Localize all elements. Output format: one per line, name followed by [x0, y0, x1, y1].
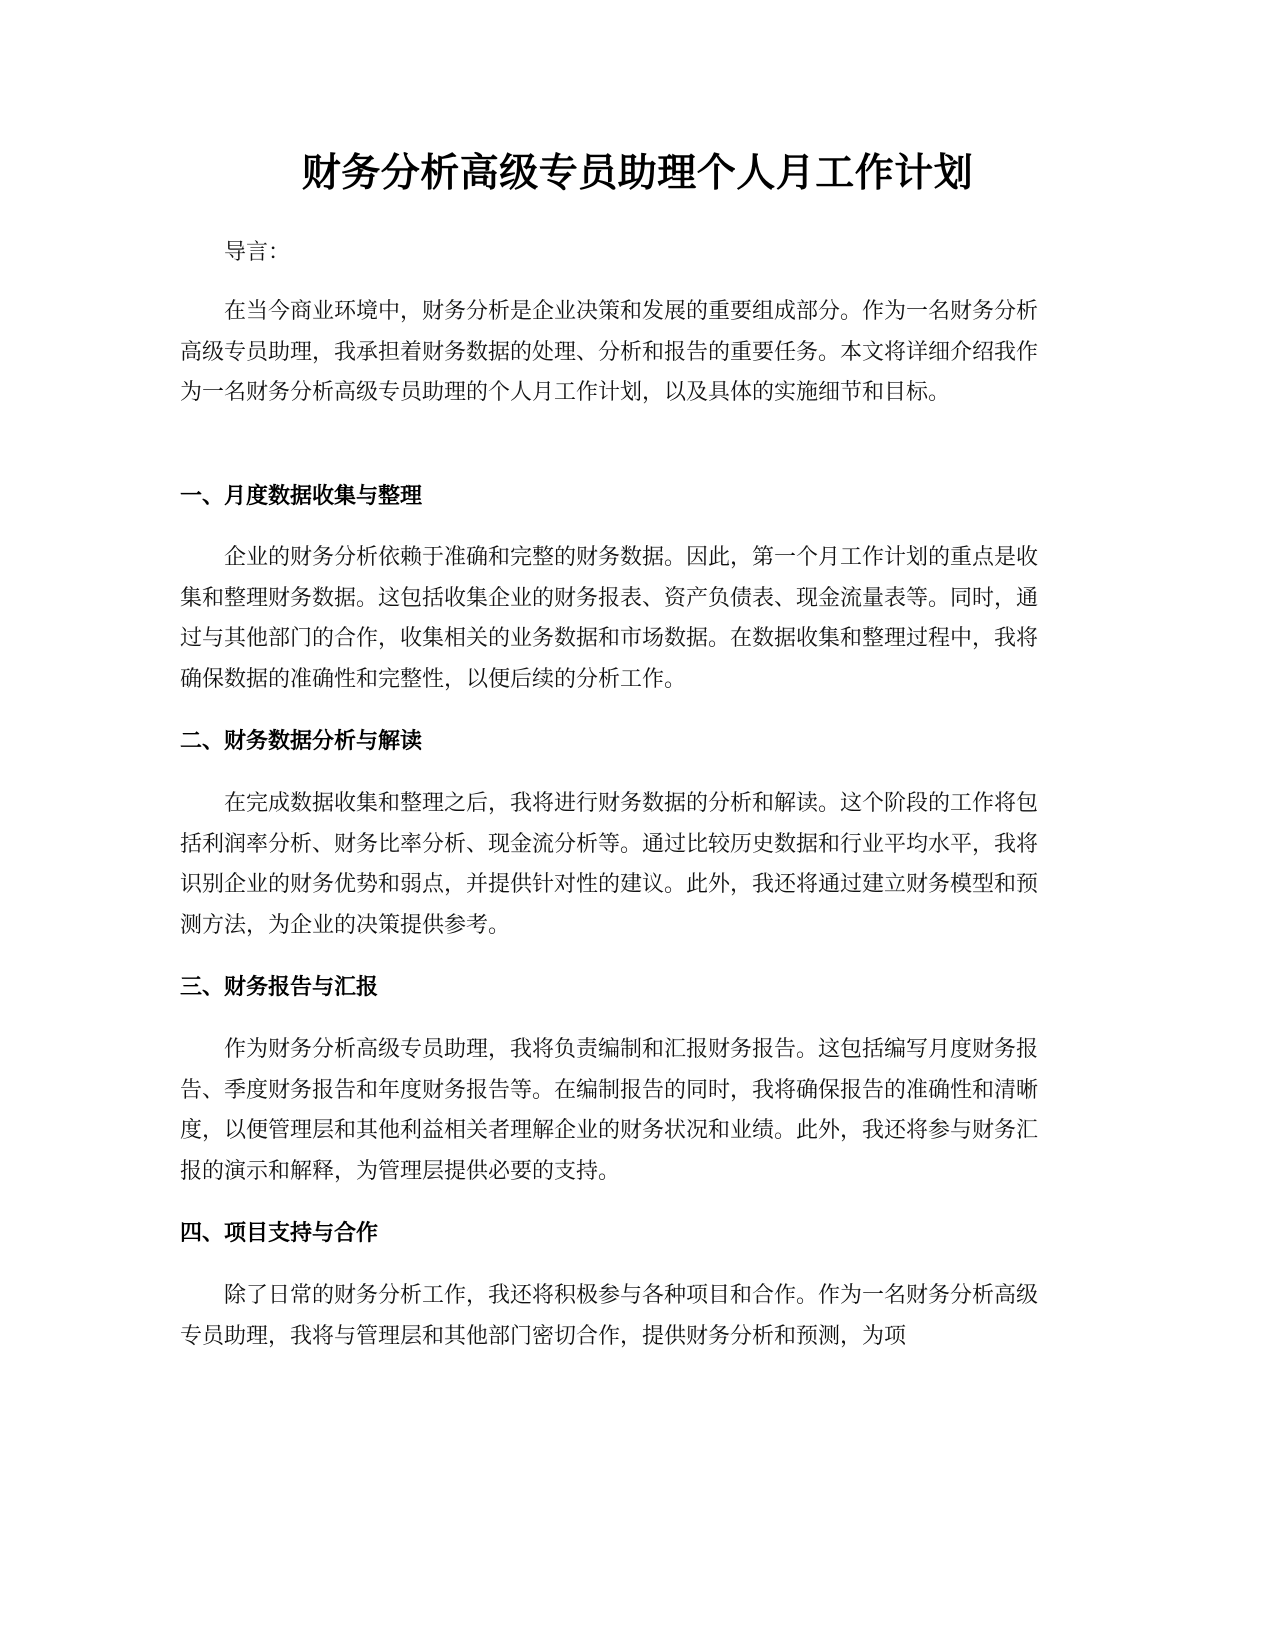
intro-paragraph: 在当今商业环境中，财务分析是企业决策和发展的重要组成部分。作为一名财务分析高级专员助理，我承担着财务数据的处理、分析和报告的重要任务。本文将详细介绍我作为一名财务分析高级专员助理的个人月工作计划，以及具体的实施细节和目标。	[180, 299, 1039, 405]
section-4-heading: 四、项目支持与合作	[180, 1221, 379, 1246]
document-title: 财务分析高级专员助理个人月工作计划	[301, 151, 974, 196]
intro-label: 导言：	[224, 240, 291, 265]
section-1-paragraph: 企业的财务分析依赖于准确和完整的财务数据。因此，第一个月工作计划的重点是收集和整理财务数据。这包括收集企业的财务报表、资产负债表、现金流量表等。同时，通过与其他部门的合作，收集相关的业务数据和市场数据。在数据收集和整理过程中，我将确保数据的准确性和完整性，以便后续的分析工作。	[180, 545, 1039, 692]
section-4-paragraph: 除了日常的财务分析工作，我还将积极参与各种项目和合作。作为一名财务分析高级专员助理，我将与管理层和其他部门密切合作，提供财务分析和预测，为项	[180, 1283, 1039, 1349]
section-1-heading: 一、月度数据收集与整理	[180, 484, 423, 509]
section-3-heading: 三、财务报告与汇报	[180, 975, 379, 1000]
section-2-paragraph: 在完成数据收集和整理之后，我将进行财务数据的分析和解读。这个阶段的工作将包括利润率分析、财务比率分析、现金流分析等。通过比较历史数据和行业平均水平，我将识别企业的财务优势和弱点，并提供针对性的建议。此外，我还将通过建立财务模型和预测方法，为企业的决策提供参考。	[180, 791, 1039, 938]
section-2-heading: 二、财务数据分析与解读	[180, 729, 423, 754]
section-3-paragraph: 作为财务分析高级专员助理，我将负责编制和汇报财务报告。这包括编写月度财务报告、季度财务报告和年度财务报告等。在编制报告的同时，我将确保报告的准确性和清晰度，以便管理层和其他利益相关者理解企业的财务状况和业绩。此外，我还将参与财务汇报的演示和解释，为管理层提供必要的支持。	[180, 1037, 1039, 1184]
